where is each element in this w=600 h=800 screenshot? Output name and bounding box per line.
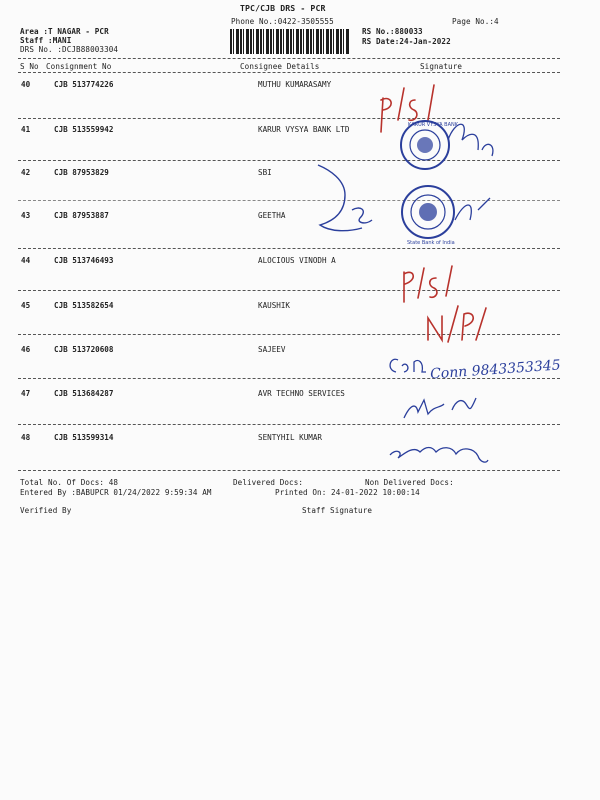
area-field: Area :T NAGAR - PCR: [20, 27, 109, 36]
row-divider: [18, 160, 560, 161]
row-consignee: AVR TECHNO SERVICES: [258, 389, 345, 398]
col-header-consignee: Consignee Details: [240, 62, 320, 71]
row43-signature: [455, 198, 490, 220]
row-consignee: SBI: [258, 168, 272, 177]
row-consignment: CJB 513684287: [54, 389, 114, 398]
row-consignment: CJB 513599314: [54, 433, 114, 442]
row-sno: 44: [21, 256, 31, 265]
row41-signature: [448, 124, 493, 156]
row-consignee: SAJEEV: [258, 345, 286, 354]
printed-on: Printed On: 24-01-2022 10:00:14: [275, 488, 420, 497]
row-consignee: GEETHA: [258, 211, 286, 220]
row-sno: 45: [21, 301, 31, 310]
row-sno: 41: [21, 125, 31, 134]
barcode: [230, 29, 350, 54]
row46-signature: [390, 359, 426, 372]
divider: [18, 72, 560, 73]
row40-signature: [381, 85, 434, 132]
col-header-sno: S No: [20, 62, 39, 71]
row-consignment: CJB 513774226: [54, 80, 114, 89]
row-sno: 46: [21, 345, 31, 354]
row-consignment: CJB 513582654: [54, 301, 114, 310]
delivered-docs: Delivered Docs:: [233, 478, 304, 487]
row-sno: 48: [21, 433, 31, 442]
row-consignment: CJB 513720608: [54, 345, 114, 354]
row-divider: [18, 424, 560, 425]
row-sno: 42: [21, 168, 31, 177]
row-consignee: KAUSHIK: [258, 301, 291, 310]
non-delivered-docs: Non Delivered Docs:: [365, 478, 454, 487]
row42-signature: [318, 165, 372, 231]
document-title: TPC/CJB DRS - PCR: [240, 3, 326, 13]
row-consignee: KARUR VYSYA BANK LTD: [258, 125, 350, 134]
row-consignment: CJB 87953887: [54, 211, 109, 220]
row-consignment: CJB 513559942: [54, 125, 114, 134]
row-divider: [18, 248, 560, 249]
row-consignee: SENTYHIL KUMAR: [258, 433, 323, 442]
row-consignment: CJB 513746493: [54, 256, 114, 265]
row-divider: [18, 334, 560, 335]
col-header-signature: Signature: [420, 62, 463, 71]
row-divider: [18, 470, 560, 471]
phone-number: Phone No.:0422-3505555: [231, 17, 334, 26]
staff-field: Staff :MANI: [20, 36, 72, 45]
row-divider: [18, 290, 560, 291]
row-consignment: CJB 87953829: [54, 168, 109, 177]
divider: [18, 58, 560, 59]
kvb-stamp-icon: [401, 121, 459, 169]
row-sno: 47: [21, 389, 31, 398]
row46-phone: Conn 9843353345: [429, 357, 562, 383]
row-sno: 40: [21, 80, 31, 89]
total-docs: Total No. Of Docs: 48: [20, 478, 119, 487]
staff-signature-label: Staff Signature: [302, 506, 373, 515]
rs-date: RS Date:24-Jan-2022: [362, 37, 451, 46]
row47-signature: [404, 398, 476, 418]
verified-by: Verified By: [20, 506, 72, 515]
svg-text:State Bank of India: State Bank of India: [407, 240, 455, 246]
sbi-stamp-icon: [402, 186, 455, 246]
row44-signature: [404, 266, 452, 302]
row-consignee: MUTHU KUMARASAMY: [258, 80, 332, 89]
row-divider: [18, 118, 560, 119]
rs-number: RS No.:880033: [362, 27, 423, 36]
col-header-consignment: Consignment No: [46, 62, 112, 71]
page-number: Page No.:4: [452, 17, 499, 26]
entered-by: Entered By :BABUPCR 01/24/2022 9:59:34 AM: [20, 488, 212, 497]
row45-signature: [428, 306, 486, 342]
row-divider: [18, 378, 560, 379]
row-divider: [18, 200, 560, 201]
drs-number: DRS No. :DCJB88003304: [20, 45, 119, 54]
svg-text:KARUR VYSYA BANK: KARUR VYSYA BANK: [408, 122, 459, 128]
row48-signature: [390, 448, 488, 463]
row-consignee: ALOCIOUS VINODH A: [258, 256, 336, 265]
row-sno: 43: [21, 211, 31, 220]
